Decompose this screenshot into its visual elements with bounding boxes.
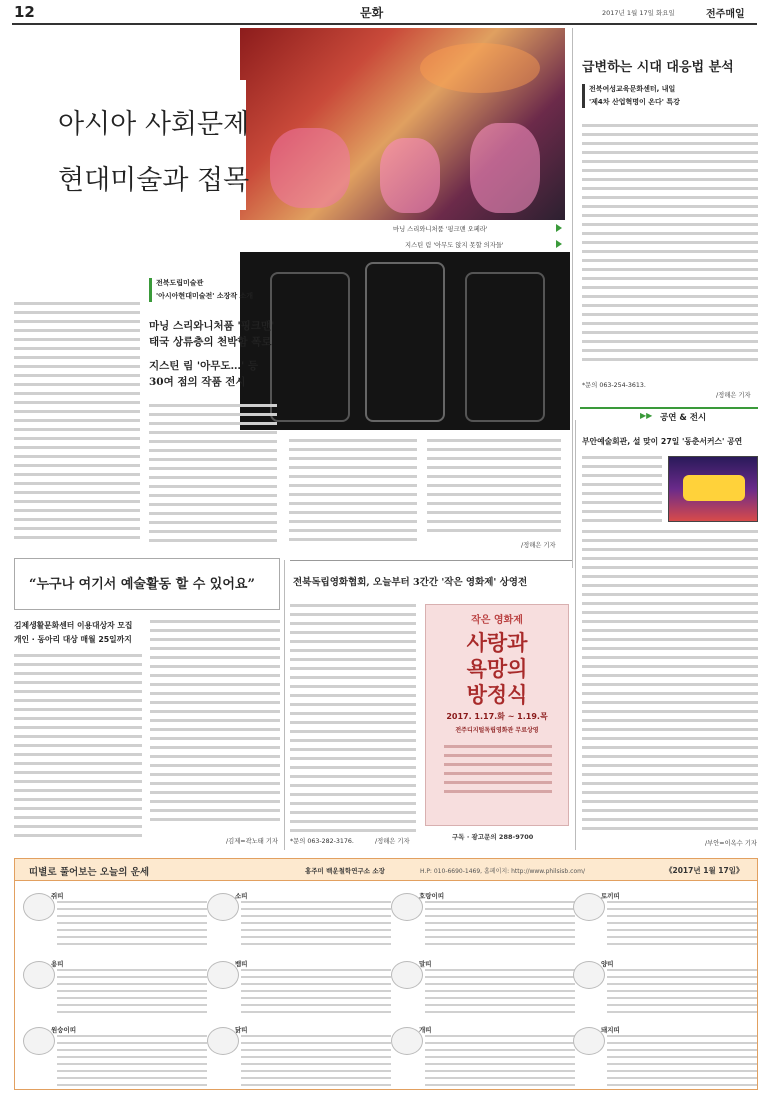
zodiac-dog	[389, 1021, 579, 1098]
zodiac-name: 돼지띠	[601, 1026, 620, 1034]
horoscope-author: 홍주미 백운철학연구소 소장	[305, 867, 385, 875]
photo-pinkman-opera	[240, 28, 565, 220]
poster-main-2: 욕망의	[466, 657, 528, 681]
show-section-label: 공연 & 전시	[660, 413, 707, 423]
bottom-col-divider-1	[284, 560, 285, 850]
main-body-col-1	[14, 302, 140, 550]
poster-dates: 2017. 1.17.화 ~ 1.19.목	[446, 712, 548, 721]
art-byline: /김제=곽노태 기자	[226, 838, 278, 845]
caption-arrow-1-icon	[556, 224, 562, 232]
column-divider	[572, 28, 573, 568]
show-body-top	[582, 456, 662, 526]
film-headline: 전북독립영화협회, 오늘부터 3간간 '작은 영화제' 상영전	[293, 577, 528, 588]
art-kicker-1: 김제생활문화센터 이용대상자 모집	[14, 621, 133, 630]
horoscope-section	[14, 858, 758, 1090]
zodiac-rooster	[205, 1021, 395, 1098]
circus-poster	[668, 456, 758, 522]
film-contact: *문의 063-282-3176.	[290, 838, 354, 845]
subhead-1-line1: 마닝 스리와니처품 '핑크맨'	[149, 320, 275, 332]
zodiac-name: 쥐띠	[51, 892, 64, 900]
newspaper-name: 전주매일	[706, 9, 745, 20]
show-section-arrows-icon: ▶▶	[640, 411, 653, 420]
subhead-1-line2: 태국 상류층의 천박함 폭로	[149, 336, 272, 348]
main-kicker: 전북도립미술관	[156, 279, 204, 287]
zodiac-name: 원숭이띠	[51, 1026, 77, 1034]
main-body-col-3	[289, 439, 417, 552]
issue-date: 2017년 1월 17일 화요일	[602, 9, 675, 17]
show-body	[582, 530, 758, 836]
film-poster	[425, 604, 569, 826]
poster-main-1: 사랑과	[466, 631, 528, 655]
header-rule	[12, 23, 757, 25]
caption-arrow-2-icon	[556, 240, 562, 248]
zodiac-name: 말띠	[419, 960, 432, 968]
main-body-col-2	[149, 404, 277, 552]
photo-chairs	[240, 252, 570, 430]
zodiac-name: 호랑이띠	[419, 892, 445, 900]
film-byline: /정해은 기자	[375, 838, 410, 845]
poster-main-3: 방정식	[466, 683, 528, 707]
side-kicker-bar	[582, 84, 585, 108]
main-headline-box	[14, 80, 250, 210]
horoscope-title: 띠별로 풀어보는 오늘의 운세	[29, 867, 150, 878]
side-body	[582, 124, 758, 374]
art-body-col-1	[14, 654, 142, 846]
bottom-col-divider-2	[575, 420, 576, 850]
side-headline: 급변하는 시대 대응법 분석	[582, 60, 734, 75]
main-byline: /정해은 기자	[521, 542, 556, 549]
art-story-box	[14, 558, 280, 610]
page-header	[0, 0, 769, 24]
zodiac-name: 개띠	[419, 1026, 432, 1034]
main-body-col-4	[427, 439, 561, 539]
art-body-col-2	[150, 620, 280, 830]
film-body-col-1	[290, 604, 416, 844]
poster-title: 작은 영화제	[471, 615, 523, 626]
horoscope-date: 《2017년 1월 17일》	[665, 866, 744, 875]
zodiac-name: 양띠	[601, 960, 614, 968]
art-kicker-2: 개인 · 동아리 대상 매월 25일까지	[14, 635, 132, 644]
section-title: 문화	[360, 6, 384, 20]
zodiac-name: 닭띠	[235, 1026, 248, 1034]
subhead-2-line1: 지스틴 림 '아무도…' 등	[149, 360, 259, 372]
poster-film-list	[444, 745, 552, 815]
zodiac-name: 토끼띠	[601, 892, 620, 900]
page-number: 12	[14, 3, 35, 21]
photo-caption-1: 마닝 스리와니처품 '핑크맨 오페라'	[393, 226, 488, 233]
zodiac-name: 용띠	[51, 960, 64, 968]
zodiac-monkey	[21, 1021, 211, 1098]
art-headline: “누구나 여기서 예술활동 할 수 있어요”	[29, 577, 255, 592]
zodiac-name: 뱀띠	[235, 960, 248, 968]
main-bottom-rule	[290, 560, 572, 561]
side-kicker: 전북여성교육문화센터, 내일	[589, 85, 676, 93]
zodiac-name: 소띠	[235, 892, 248, 900]
photo-caption-2: 지스틴 림 '아무도 앉지 못할 의자들'	[405, 242, 504, 249]
side-kicker-sub: '제4차 산업혁명이 온다' 특강	[589, 98, 680, 106]
subscription-info: 구독 · 광고문의 288-9700	[452, 833, 534, 841]
horoscope-contact: H.P: 010-6690-1469, 홈페이지: http://www.philsisb.com/	[420, 868, 585, 875]
zodiac-pig	[571, 1021, 761, 1098]
kicker-bar	[149, 278, 152, 302]
horoscope-header	[15, 859, 757, 881]
show-headline: 부안예술회관, 설 맞이 27일 '동춘서커스' 공연	[582, 437, 743, 446]
main-kicker-sub: '아시아현대미술전' 소장작 소개	[156, 292, 254, 300]
subhead-2-line2: 30여 점의 작품 전시	[149, 376, 246, 388]
show-byline: /부안=이옥수 기자	[705, 840, 757, 847]
main-headline-line1: 아시아 사회문제	[58, 109, 250, 140]
poster-venue: 전주디지털독립영화관 무료상영	[455, 727, 539, 734]
show-section-rule	[580, 407, 758, 409]
main-headline-line2: 현대미술과 접목	[58, 165, 250, 196]
side-contact: *문의 063-254-3613.	[582, 382, 646, 389]
side-byline: /정해은 기자	[716, 392, 751, 399]
